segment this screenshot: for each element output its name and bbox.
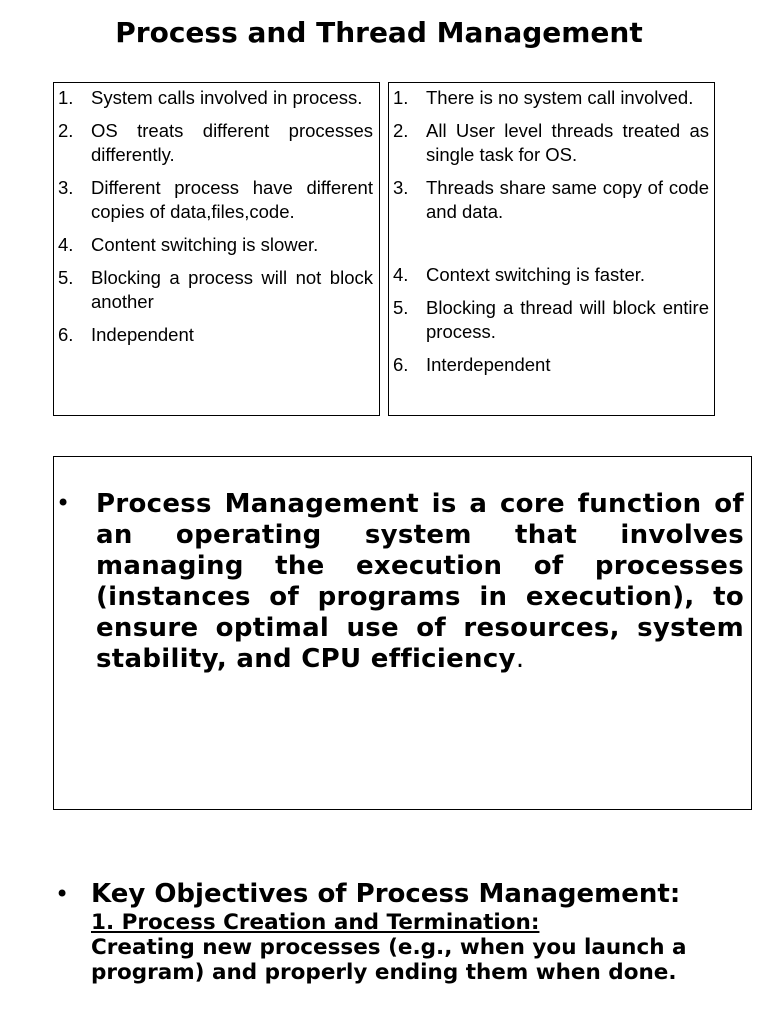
item-text: Context switching is faster. — [426, 264, 646, 285]
list-item — [58, 176, 373, 224]
objective-paragraph: Creating new processes (e.g., when you launch a program) and properly ending them when done. — [91, 935, 687, 985]
list-item — [393, 119, 709, 167]
item-text: Independent — [91, 324, 194, 345]
list-item — [393, 353, 709, 377]
item-text: System calls involved in process. — [91, 87, 363, 108]
item-number: 6. — [393, 354, 409, 375]
bullet-icon: • — [56, 489, 71, 517]
list-item — [58, 119, 373, 167]
item-text: Content switching is slower. — [91, 234, 319, 255]
item-number: 2. — [393, 120, 409, 141]
item-number: 4. — [58, 234, 74, 255]
list-item — [58, 323, 373, 347]
list-item — [58, 266, 373, 314]
list-item — [393, 296, 709, 344]
item-text: There is no system call involved. — [426, 87, 694, 108]
process-points-list — [58, 86, 373, 347]
item-number: 2. — [58, 120, 74, 141]
list-item — [393, 86, 709, 110]
item-number: 5. — [393, 297, 409, 318]
process-management-definition — [96, 489, 744, 675]
bullet-icon: • — [55, 880, 70, 908]
item-number: 3. — [58, 177, 74, 198]
process-management-box — [53, 456, 752, 810]
item-text: Blocking a process will not block another — [91, 267, 373, 312]
item-text: Threads share same copy of code and data. — [426, 177, 709, 222]
thread-points-list — [393, 86, 709, 377]
item-text: OS treats different processes differently. — [91, 120, 373, 165]
item-number: 6. — [58, 324, 74, 345]
item-number: 3. — [393, 177, 409, 198]
key-objectives-section — [55, 879, 755, 985]
list-item — [393, 176, 709, 224]
item-text: Blocking a thread will block entire process. — [426, 297, 709, 342]
key-objectives-content — [91, 879, 755, 985]
list-item — [58, 233, 373, 257]
thread-characteristics-box — [388, 82, 715, 416]
item-number: 4. — [393, 264, 409, 285]
definition-text: Process Management is a core function of an operating system that involves managing the execution of processes (instances of programs in execution), to ensure optimal use of resources, system stability, and CPU efficiency — [96, 489, 744, 674]
list-item — [58, 86, 373, 110]
list-item — [393, 263, 709, 287]
item-text: All User level threads treated as single task for OS. — [426, 120, 709, 165]
page-title: Process and Thread Management — [115, 16, 643, 49]
objective-subheading: 1. Process Creation and Termination: — [91, 910, 540, 935]
process-management-bullet — [56, 489, 746, 675]
item-text: Different process have different copies of data,files,code. — [91, 177, 373, 222]
key-objectives-heading: Key Objectives of Process Management: — [91, 879, 681, 909]
item-number: 1. — [393, 87, 409, 108]
item-number: 5. — [58, 267, 74, 288]
item-number: 1. — [58, 87, 74, 108]
item-text: Interdependent — [426, 354, 551, 375]
definition-period: . — [515, 644, 525, 674]
process-characteristics-box — [53, 82, 380, 416]
